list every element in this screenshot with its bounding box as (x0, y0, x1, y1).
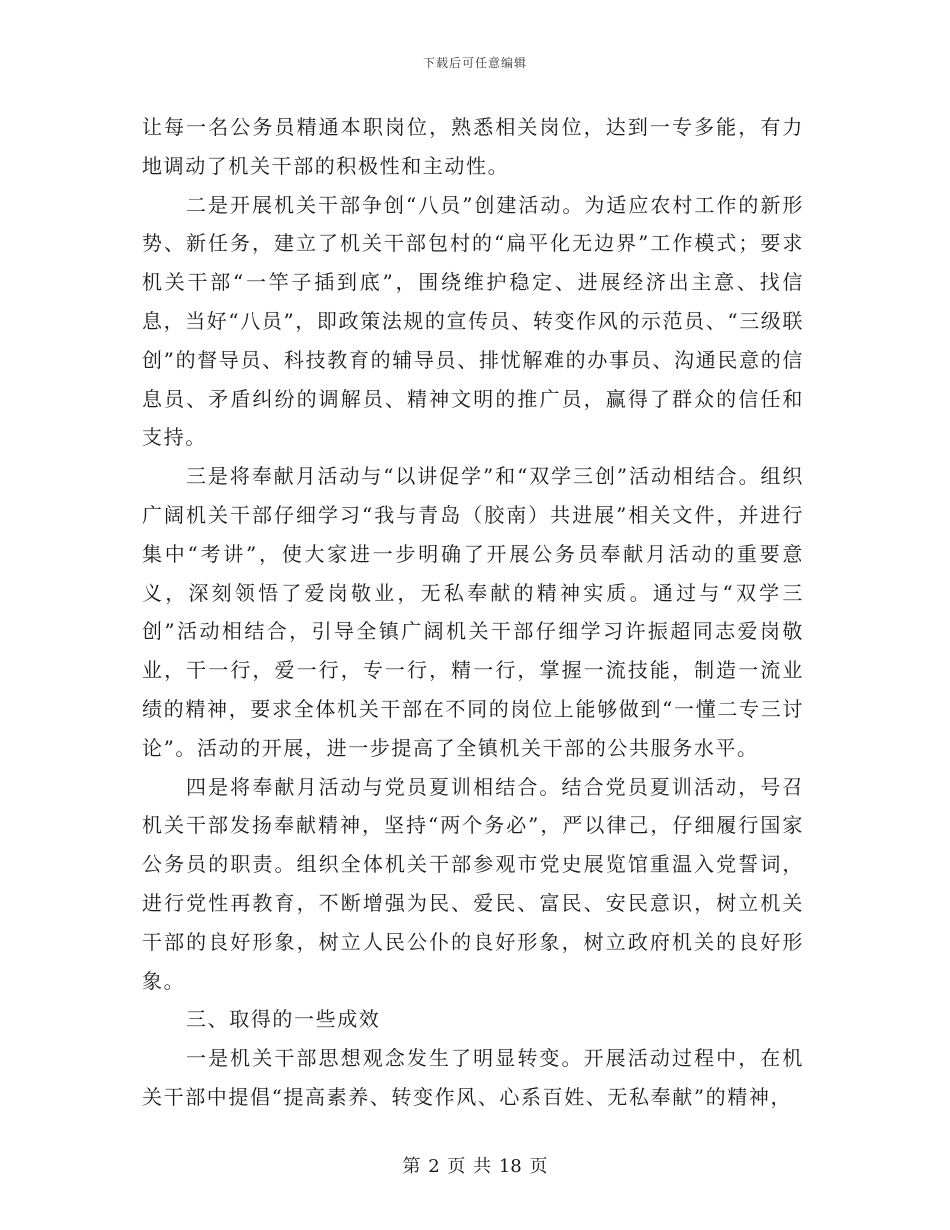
paragraph-summer-training: 四是将奉献月活动与党员夏训相结合。结合党员夏训活动，号召机关干部发扬奉献精神，坚持“两个务必”，严以律己，仔细履行国家公务员的职责。组织全体机关干部参观市党史展览馆重温入党誓词，进行党性再教育，不断增强为民、爱民、富民、安民意识，树立机关干部的良好形象，树立人民公仆的良好形象，树立政府机关的良好形象。 (142, 774, 804, 993)
page-number-footer: 第 2 页 共 18 页 (402, 1156, 548, 1177)
section-heading-results: 三、取得的一些成效 (186, 1007, 381, 1032)
paragraph-results-first: 一是机关干部思想观念发生了明显转变。开展活动过程中，在机关干部中提倡“提高素养、转变作风、心系百姓、无私奉献”的精神， (142, 1046, 804, 1109)
page-header: 下载后可任意编辑 (422, 56, 527, 70)
document-body (142, 108, 804, 1117)
paragraph-eight-roles: 二是开展机关干部争创“八员”创建活动。为适应农村工作的新形势、新任务，建立了机关干部包村的“扁平化无边界”工作模式；要求机关干部“一竿子插到底”，围绕维护稳定、进展经济出主意、找信息，当好“八员”，即政策法规的宣传员、转变作风的示范员、“三级联创”的督导员、科技教育的辅导员、排忧解难的办事员、沟通民意的信息员、矛盾纠纷的调解员、精神文明的推广员，赢得了群众的信任和支持。 (142, 192, 804, 450)
paragraph-learning-campaign: 三是将奉献月活动与“以讲促学”和“双学三创”活动相结合。组织广阔机关干部仔细学习“我与青岛（胶南）共进展”相关文件，并进行集中“考讲”，使大家进一步明确了开展公务员奉献月活动的重要意义，深刻领悟了爱岗敬业，无私奉献的精神实质。通过与“双学三创”活动相结合，引导全镇广阔机关干部仔细学习许振超同志爱岗敬业，干一行，爱一行，专一行，精一行，掌握一流技能，制造一流业绩的精神，要求全体机关干部在不同的岗位上能够做到“一懂二专三讨论”。活动的开展，进一步提高了全镇机关干部的公共服务水平。 (142, 464, 804, 760)
paragraph-continuation: 让每一名公务员精通本职岗位，熟悉相关岗位，达到一专多能，有力地调动了机关干部的积极性和主动性。 (142, 115, 804, 178)
